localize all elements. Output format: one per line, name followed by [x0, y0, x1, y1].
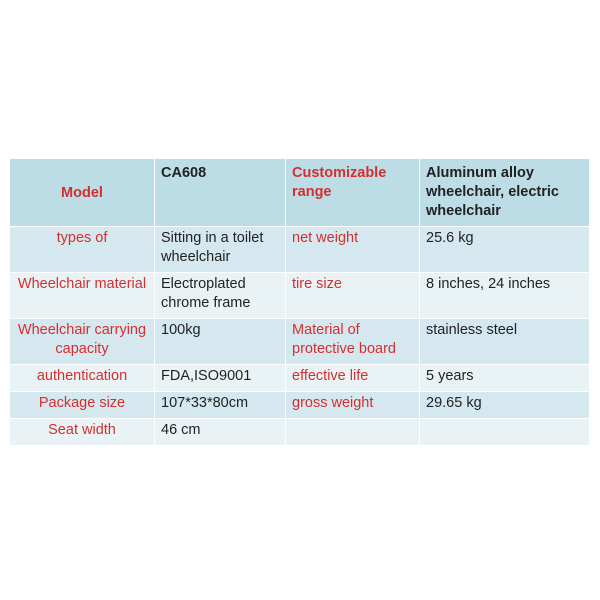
table-row	[10, 319, 589, 365]
row-label-2: tire size	[286, 273, 420, 319]
table-row	[10, 392, 589, 419]
table-row	[10, 273, 589, 319]
row-label: authentication	[10, 365, 155, 392]
row-value-2: stainless steel	[420, 319, 589, 365]
row-value-2	[420, 419, 589, 446]
row-label: types of	[10, 227, 155, 273]
row-value: Electroplated chrome frame	[155, 273, 286, 319]
spec-table	[10, 159, 589, 446]
row-value: 107*33*80cm	[155, 392, 286, 419]
model-label: Model	[10, 159, 155, 227]
range-label: Customizable range	[286, 159, 420, 227]
model-value: CA608	[155, 159, 286, 227]
table-row	[10, 419, 589, 446]
row-value: Sitting in a toilet wheelchair	[155, 227, 286, 273]
range-value: Aluminum alloy wheelchair, electric wheelchair	[420, 159, 589, 227]
table-row	[10, 365, 589, 392]
row-label-2: gross weight	[286, 392, 420, 419]
row-value: FDA,ISO9001	[155, 365, 286, 392]
row-value-2: 25.6 kg	[420, 227, 589, 273]
row-value-2: 5 years	[420, 365, 589, 392]
row-value-2: 8 inches, 24 inches	[420, 273, 589, 319]
row-label: Package size	[10, 392, 155, 419]
row-label-2	[286, 419, 420, 446]
row-value: 100kg	[155, 319, 286, 365]
row-label: Wheelchair carrying capacity	[10, 319, 155, 365]
table-header-row	[10, 159, 589, 227]
row-label: Seat width	[10, 419, 155, 446]
row-label-2: Material of protective board	[286, 319, 420, 365]
row-label-2: effective life	[286, 365, 420, 392]
row-value-2: 29.65 kg	[420, 392, 589, 419]
table-row	[10, 227, 589, 273]
row-value: 46 cm	[155, 419, 286, 446]
row-label: Wheelchair material	[10, 273, 155, 319]
row-label-2: net weight	[286, 227, 420, 273]
